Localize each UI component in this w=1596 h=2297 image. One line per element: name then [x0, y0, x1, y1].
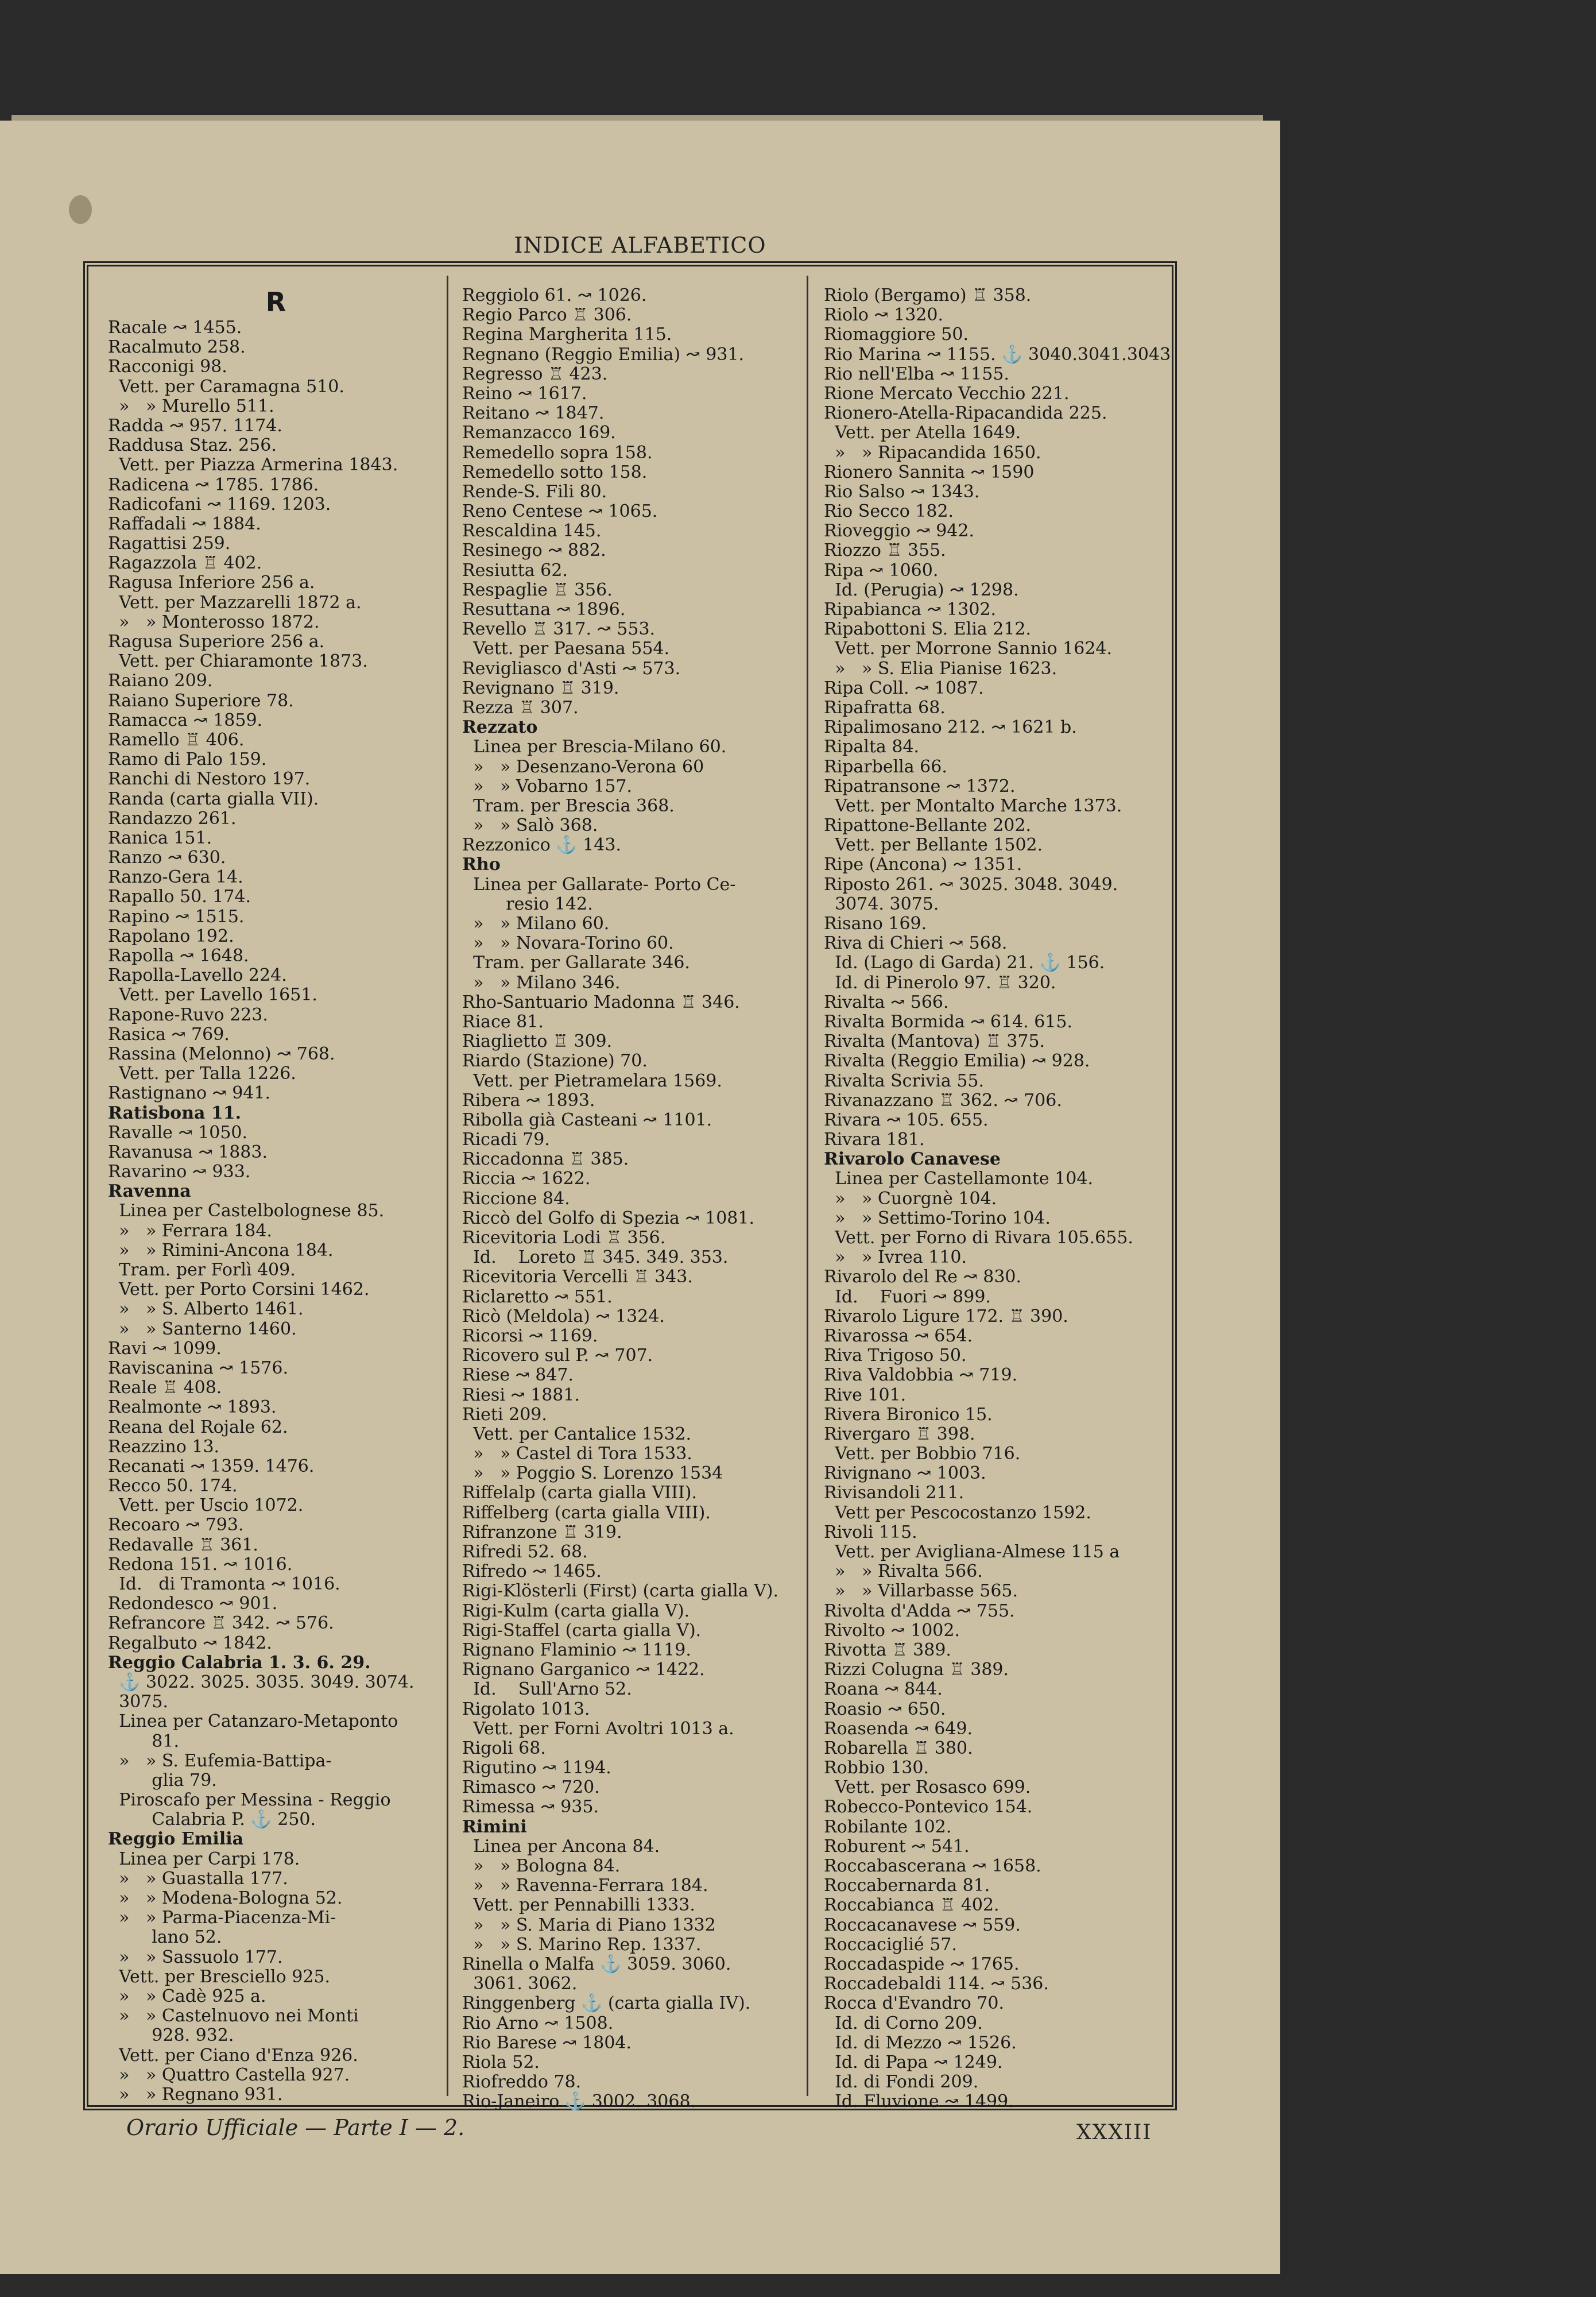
index-entry: » » Cadè 925 a.: [108, 1986, 266, 2006]
index-entry: Rignano Flaminio ↝ 1119.: [462, 1639, 691, 1660]
index-entry: Riaglietto ♖ 309.: [462, 1031, 613, 1052]
index-entry: » » Bologna 84.: [462, 1856, 621, 1876]
index-entry: » » Santerno 1460.: [108, 1318, 297, 1339]
index-entry: » » Guastalla 177.: [108, 1868, 288, 1889]
index-entry: Ripatransone ↝ 1372.: [824, 776, 1016, 796]
index-entry: Remedello sotto 158.: [462, 462, 648, 482]
index-entry: Vett. per Caramagna 510.: [108, 376, 344, 397]
index-entry: Ringgenberg ⚓ (carta gialla IV).: [462, 1993, 751, 2014]
index-entry: Id. Loreto ♖ 345. 349. 353.: [462, 1247, 729, 1268]
index-entry: 928. 932.: [108, 2025, 234, 2046]
index-entry: Vett. per Morrone Sannio 1624.: [824, 639, 1113, 659]
index-entry: Riesi ↝ 1881.: [462, 1385, 580, 1405]
index-entry: Rivanazzano ♖ 362. ↝ 706.: [824, 1090, 1062, 1111]
index-entry: Rivara 181.: [824, 1130, 925, 1150]
index-entry: Ranica 151.: [108, 827, 212, 848]
page-hole-mark: [69, 195, 92, 224]
index-entry: Rigi-Staffel (carta gialla V).: [462, 1620, 702, 1641]
index-entry: Rimini: [462, 1816, 527, 1837]
index-entry: Radicofani ↝ 1169. 1203.: [108, 494, 331, 515]
index-entry: Linea per Brescia-Milano 60.: [462, 737, 727, 757]
index-entry: Rivoli 115.: [824, 1522, 917, 1542]
index-entry: Vett. per Cantalice 1532.: [462, 1424, 692, 1444]
index-entry: Robbio 130.: [824, 1758, 929, 1778]
index-entry: Ricò (Meldola) ↝ 1324.: [462, 1306, 665, 1327]
index-entry: Vett. per Paesana 554.: [462, 639, 670, 659]
index-entry: » » Milano 60.: [462, 914, 610, 934]
index-entry: Vett. per Bresciello 925.: [108, 1966, 331, 1987]
index-entry: Recanati ↝ 1359. 1476.: [108, 1456, 315, 1476]
index-entry: Rivergaro ♖ 398.: [824, 1424, 975, 1444]
index-entry: Ricorsi ↝ 1169.: [462, 1325, 598, 1346]
index-entry: Tram. per Gallarate 346.: [462, 953, 690, 973]
index-entry: » » Modena-Bologna 52.: [108, 1888, 343, 1908]
index-entry: Revignano ♖ 319.: [462, 678, 619, 698]
index-entry: Rivarolo del Re ↝ 830.: [824, 1267, 1022, 1287]
index-entry: » » Ripacandida 1650.: [824, 442, 1041, 463]
index-entry: Roccadebaldi 114. ↝ 536.: [824, 1974, 1049, 1994]
index-entry: » » Novara-Torino 60.: [462, 933, 674, 954]
index-entry: Id. Fuori ↝ 899.: [824, 1286, 991, 1307]
index-entry: Id. di Papa ↝ 1249.: [824, 2052, 1003, 2072]
index-entry: » » Poggio S. Lorenzo 1534: [462, 1463, 723, 1484]
index-entry: Reazzino 13.: [108, 1436, 220, 1457]
index-entry: Rigoli 68.: [462, 1738, 546, 1758]
index-entry: resio 142.: [462, 894, 593, 914]
index-entry: Ranchi di Nestoro 197.: [108, 769, 311, 790]
index-entry: Vett. per Avigliana-Almese 115 a: [824, 1542, 1120, 1562]
index-entry: Regina Margherita 115.: [462, 324, 672, 345]
index-entry: Rimessa ↝ 935.: [462, 1797, 599, 1818]
index-entry: Redondesco ↝ 901.: [108, 1594, 278, 1614]
index-entry: Linea per Carpi 178.: [108, 1849, 300, 1869]
index-entry: Riva Trigoso 50.: [824, 1345, 967, 1366]
index-entry: Rivalta (Mantova) ♖ 375.: [824, 1031, 1045, 1052]
index-entry: Rifranzone ♖ 319.: [462, 1522, 622, 1542]
index-entry: Riola 52.: [462, 2052, 540, 2072]
index-entry: Rionero-Atella-Ripacandida 225.: [824, 403, 1107, 424]
index-entry: Riccò del Golfo di Spezia ↝ 1081.: [462, 1208, 755, 1228]
index-entry: 3074. 3075.: [824, 894, 939, 914]
index-entry: Ranzo ↝ 630.: [108, 848, 226, 868]
index-entry: Roccabascerana ↝ 1658.: [824, 1856, 1041, 1876]
index-entry: Radicena ↝ 1785. 1786.: [108, 474, 319, 495]
index-entry: Ratisbona 11.: [108, 1103, 242, 1123]
index-entry: Riomaggiore 50.: [824, 324, 969, 345]
index-entry: Riace 81.: [462, 1011, 544, 1032]
index-entry: Regresso ♖ 423.: [462, 364, 608, 384]
index-entry: Reno Centese ↝ 1065.: [462, 501, 658, 522]
index-entry: Riva Valdobbia ↝ 719.: [824, 1365, 1018, 1386]
index-entry: Ripe (Ancona) ↝ 1351.: [824, 854, 1022, 875]
index-entry: Realmonte ↝ 1893.: [108, 1397, 277, 1418]
column-separator: [447, 276, 448, 2096]
index-entry: Rivera Bironico 15.: [824, 1404, 993, 1425]
index-entry: Rivarolo Ligure 172. ♖ 390.: [824, 1306, 1068, 1327]
index-entry: » » Ravenna-Ferrara 184.: [462, 1876, 708, 1896]
index-entry: Calabria P. ⚓ 250.: [108, 1809, 316, 1830]
index-entry: » » Desenzano-Verona 60: [462, 756, 704, 777]
index-entry: Riofreddo 78.: [462, 2072, 582, 2093]
index-entry: Id. Sull'Arno 52.: [462, 1679, 632, 1700]
index-entry: Reggio Emilia: [108, 1829, 244, 1850]
index-entry: Resiutta 62.: [462, 560, 568, 581]
index-entry: » » Castel di Tora 1533.: [462, 1444, 692, 1464]
index-entry: Id. di Fondi 209.: [824, 2072, 979, 2093]
index-entry: Roana ↝ 844.: [824, 1679, 943, 1700]
index-entry: Vett. per Pietramelara 1569.: [462, 1070, 722, 1091]
index-entry: Vett. per Piazza Armerina 1843.: [108, 455, 398, 475]
index-entry: » » Ivrea 110.: [824, 1247, 967, 1268]
index-entry: Vett. per Rosasco 699.: [824, 1777, 1031, 1798]
index-entry: Raiano Superiore 78.: [108, 690, 294, 711]
index-entry: Ricevitoria Lodi ♖ 356.: [462, 1228, 666, 1248]
index-entry: ⚓ 3022. 3025. 3035. 3049. 3074.: [108, 1672, 415, 1692]
index-entry: Reitano ↝ 1847.: [462, 403, 605, 424]
index-entry: Rionero Sannita ↝ 1590: [824, 462, 1035, 482]
index-entry: Rione Mercato Vecchio 221.: [824, 383, 1070, 404]
index-entry: Randa (carta gialla VII).: [108, 788, 319, 809]
index-entry: Tram. per Brescia 368.: [462, 795, 675, 816]
index-entry: Refrancore ♖ 342. ↝ 576.: [108, 1613, 334, 1634]
index-entry: Rio Marina ↝ 1155. ⚓ 3040.3041.3043: [824, 344, 1171, 365]
index-entry: Randazzo 261.: [108, 808, 237, 829]
index-entry: Id. di Pinerolo 97. ♖ 320.: [824, 972, 1056, 993]
index-entry: Ragusa Inferiore 256 a.: [108, 573, 315, 593]
column-separator: [807, 276, 808, 2096]
index-entry: Ripa Coll. ↝ 1087.: [824, 678, 984, 698]
index-entry: Ragusa Superiore 256 a.: [108, 632, 325, 652]
index-entry: » » Cuorgnè 104.: [824, 1188, 997, 1209]
index-entry: Rifredi 52. 68.: [462, 1542, 588, 1562]
index-entry: Rio nell'Elba ↝ 1155.: [824, 364, 1009, 384]
index-entry: » » Vobarno 157.: [462, 776, 633, 796]
index-entry: Roccabianca ♖ 402.: [824, 1895, 1000, 1916]
index-entry: Ripalta 84.: [824, 737, 920, 757]
index-entry: Reggio Calabria 1. 3. 6. 29.: [108, 1652, 371, 1673]
index-entry: Riozzo ♖ 355.: [824, 540, 946, 561]
index-entry: Riffelalp (carta gialla VIII).: [462, 1483, 698, 1503]
index-entry: Rho: [462, 854, 501, 875]
index-entry: Regnano (Reggio Emilia) ↝ 931.: [462, 344, 745, 365]
index-entry: » » Parma-Piacenza-Mi-: [108, 1908, 336, 1928]
index-entry: Raddusa Staz. 256.: [108, 435, 277, 456]
index-entry: » » S. Eufemia-Battipa-: [108, 1750, 332, 1771]
index-entry: Rivotta ♖ 389.: [824, 1639, 951, 1660]
index-entry: Riardo (Stazione) 70.: [462, 1051, 648, 1072]
index-entry: Radda ↝ 957. 1174.: [108, 415, 282, 436]
index-column-3: [824, 285, 1171, 2112]
index-entry: Ravenna: [108, 1181, 191, 1202]
index-entry: Riclaretto ↝ 551.: [462, 1286, 613, 1307]
index-entry: Rivignano ↝ 1003.: [824, 1463, 986, 1484]
section-letter: R: [265, 287, 286, 318]
index-entry: » » Salò 368.: [462, 815, 598, 836]
index-entry: 3061. 3062.: [462, 1974, 578, 1994]
index-entry: Vett. per Porto Corsini 1462.: [108, 1279, 370, 1300]
index-entry: Ripa ↝ 1060.: [824, 560, 939, 581]
index-entry: Riccia ↝ 1622.: [462, 1169, 591, 1189]
index-entry: Ravarino ↝ 933.: [108, 1162, 251, 1182]
index-entry: Rapone-Ruvo 223.: [108, 1004, 268, 1025]
index-entry: Rastignano ↝ 941.: [108, 1083, 271, 1104]
index-entry: Rio Salso ↝ 1343.: [824, 481, 980, 502]
index-entry: Racconigi 98.: [108, 357, 227, 377]
index-entry: Rivalta Scrivia 55.: [824, 1070, 985, 1091]
index-entry: Rapallo 50. 174.: [108, 887, 251, 907]
index-entry: Resuttana ↝ 1896.: [462, 600, 626, 620]
index-entry: » » Quattro Castella 927.: [108, 2064, 350, 2085]
index-entry: Rescaldina 145.: [462, 521, 602, 542]
index-entry: Riparbella 66.: [824, 756, 947, 777]
index-entry: Linea per Ancona 84.: [462, 1836, 660, 1857]
index-entry: Rigolato 1013.: [462, 1699, 590, 1719]
index-entry: Roasio ↝ 650.: [824, 1699, 946, 1719]
index-entry: Ricevitoria Vercelli ♖ 343.: [462, 1267, 693, 1287]
index-entry: Roccacanavese ↝ 559.: [824, 1915, 1021, 1935]
index-column-1: [108, 286, 444, 2105]
index-entry: Roburent ↝ 541.: [824, 1836, 970, 1857]
index-entry: » » S. Elia Pianise 1623.: [824, 658, 1057, 679]
index-entry: » » Villarbasse 565.: [824, 1581, 1018, 1602]
index-entry: Vett. per Ciano d'Enza 926.: [108, 2045, 358, 2066]
index-entry: Vett. per Montalto Marche 1373.: [824, 795, 1122, 816]
index-entry: » » Rivalta 566.: [824, 1561, 983, 1582]
index-entry: » » Monterosso 1872.: [108, 612, 320, 632]
index-entry: Remedello sopra 158.: [462, 442, 653, 463]
index-entry: Rigutino ↝ 1194.: [462, 1758, 611, 1778]
index-entry: Ripafratta 68.: [824, 697, 946, 718]
index-entry: Rapolla ↝ 1648.: [108, 946, 249, 966]
index-entry: Roccaciglié 57.: [824, 1934, 957, 1955]
index-entry: Rigi-Klösterli (First) (carta gialla V).: [462, 1581, 779, 1602]
index-entry: Vett per Pescocostanzo 1592.: [824, 1502, 1091, 1523]
index-entry: Vett. per Uscio 1072.: [108, 1495, 304, 1516]
index-entry: Ragattisi 259.: [108, 533, 231, 554]
index-entry: Riolo ↝ 1320.: [824, 305, 943, 326]
index-entry: Ragazzola ♖ 402.: [108, 553, 262, 574]
footer-page-number: XXXIII: [1076, 2121, 1152, 2144]
index-entry: Remanzacco 169.: [462, 423, 616, 443]
index-entry: Vett. per Forno di Rivara 105.655.: [824, 1228, 1133, 1248]
index-entry: Rivarossa ↝ 654.: [824, 1325, 973, 1346]
index-entry: lano 52.: [108, 1927, 222, 1948]
index-entry: 81.: [108, 1731, 179, 1751]
index-entry: Reggiolo 61. ↝ 1026.: [462, 285, 647, 306]
index-entry: Rassina (Melonno) ↝ 768.: [108, 1043, 335, 1064]
index-entry: Rivalta Bormida ↝ 614. 615.: [824, 1011, 1073, 1032]
index-entry: Ricadi 79.: [462, 1130, 550, 1150]
index-entry: Robilante 102.: [824, 1816, 952, 1837]
index-entry: Revigliasco d'Asti ↝ 573.: [462, 658, 681, 679]
index-entry: Rio-Janeiro ⚓ 3002. 3068.: [462, 2091, 696, 2112]
index-entry: Vett. per Bellante 1502.: [824, 835, 1043, 856]
index-entry: Ripalimosano 212. ↝ 1621 b.: [824, 717, 1077, 738]
index-entry: Riccadonna ♖ 385.: [462, 1149, 629, 1170]
index-entry: Redavalle ♖ 361.: [108, 1534, 258, 1555]
index-entry: Robecco-Pontevico 154.: [824, 1797, 1033, 1818]
index-entry: Roccadaspide ↝ 1765.: [824, 1954, 1020, 1974]
index-entry: Regalbuto ↝ 1842.: [108, 1633, 272, 1653]
index-entry: Resinego ↝ 882.: [462, 540, 606, 561]
index-entry: Ripabottoni S. Elia 212.: [824, 619, 1032, 640]
index-entry: Vett. per Forni Avoltri 1013 a.: [462, 1718, 734, 1739]
index-entry: Id. di Tramonta ↝ 1016.: [108, 1574, 340, 1594]
index-entry: Riccione 84.: [462, 1188, 570, 1209]
index-entry: Ribolla già Casteani ↝ 1101.: [462, 1109, 712, 1130]
index-entry: Ramello ♖ 406.: [108, 729, 245, 750]
index-entry: » » Murello 511.: [108, 396, 274, 416]
index-entry: Respaglie ♖ 356.: [462, 579, 613, 600]
index-entry: Rocca d'Evandro 70.: [824, 1993, 1005, 2014]
index-entry: Rapolla-Lavello 224.: [108, 965, 287, 986]
index-entry: » » Milano 346.: [462, 972, 621, 993]
index-entry: Rasica ↝ 769.: [108, 1024, 230, 1045]
index-entry: Id. di Corno 209.: [824, 2013, 983, 2033]
index-entry: Rio Secco 182.: [824, 501, 954, 522]
index-entry: Riolo (Bergamo) ♖ 358.: [824, 285, 1032, 306]
index-entry: Rive 101.: [824, 1385, 907, 1405]
index-entry: Id. (Lago di Garda) 21. ⚓ 156.: [824, 953, 1105, 973]
index-entry: Recco 50. 174.: [108, 1476, 238, 1496]
index-entry: Reino ↝ 1617.: [462, 383, 587, 404]
index-entry: Ravanusa ↝ 1883.: [108, 1142, 268, 1162]
index-entry: » » Ferrara 184.: [108, 1220, 272, 1241]
index-entry: Roccabernarda 81.: [824, 1876, 990, 1896]
index-entry: Vett. per Mazzarelli 1872 a.: [108, 592, 362, 613]
index-entry: Ravi ↝ 1099.: [108, 1338, 222, 1359]
index-entry: Rio Arno ↝ 1508.: [462, 2013, 614, 2033]
index-entry: Rivarolo Canavese: [824, 1149, 1001, 1170]
index-entry: Rivara ↝ 105. 655.: [824, 1109, 989, 1130]
index-entry: Id. Fluvione ↝ 1499.: [824, 2091, 1014, 2112]
index-entry: Ravalle ↝ 1050.: [108, 1122, 248, 1143]
index-entry: Vett. per Atella 1649.: [824, 423, 1021, 443]
index-entry: Rifredo ↝ 1465.: [462, 1561, 602, 1582]
index-entry: Redona 151. ↝ 1016.: [108, 1554, 293, 1575]
index-entry: Rezzato: [462, 717, 538, 738]
index-entry: Rimasco ↝ 720.: [462, 1777, 600, 1798]
index-entry: Vett. per Pennabilli 1333.: [462, 1895, 695, 1916]
index-entry: Ramo di Palo 159.: [108, 749, 267, 770]
index-entry: Tram. per Forlì 409.: [108, 1260, 296, 1280]
index-entry: » » Castelnuovo nei Monti: [108, 2006, 359, 2027]
index-entry: Raffadali ↝ 1884.: [108, 513, 261, 534]
index-entry: Vett. per Talla 1226.: [108, 1064, 296, 1084]
index-entry: Ranzo-Gera 14.: [108, 867, 243, 888]
index-entry: glia 79.: [108, 1770, 217, 1791]
index-entry: Rapino ↝ 1515.: [108, 906, 245, 927]
index-entry: Rapolano 192.: [108, 926, 234, 946]
index-entry: Rio Barese ↝ 1804.: [462, 2032, 632, 2053]
index-entry: Roasenda ↝ 649.: [824, 1718, 973, 1739]
index-entry: Rioveggio ↝ 942.: [824, 521, 975, 542]
index-entry: Linea per Gallarate- Porto Ce-: [462, 874, 736, 895]
index-entry: » » Settimo-Torino 104.: [824, 1208, 1051, 1228]
footer-publication: Orario Ufficiale — Parte I — 2.: [126, 2115, 465, 2140]
index-entry: Raiano 209.: [108, 671, 213, 691]
index-entry: » » S. Maria di Piano 1332: [462, 1915, 716, 1935]
index-entry: Ripattone-Bellante 202.: [824, 815, 1031, 836]
index-entry: Rivolto ↝ 1002.: [824, 1620, 960, 1641]
index-entry: Rho-Santuario Madonna ♖ 346.: [462, 992, 740, 1012]
index-entry: Regio Parco ♖ 306.: [462, 305, 632, 326]
index-entry: Piroscafo per Messina - Reggio: [108, 1790, 391, 1811]
index-entry: Rezzonico ⚓ 143.: [462, 835, 622, 856]
page-header: INDICE ALFABETICO: [514, 233, 766, 258]
index-entry: Recoaro ↝ 793.: [108, 1515, 244, 1536]
index-entry: Raviscanina ↝ 1576.: [108, 1358, 289, 1378]
index-column-2: [462, 286, 798, 2112]
index-entry: Vett. per Lavello 1651.: [108, 985, 317, 1006]
index-entry: Rieti 209.: [462, 1404, 547, 1425]
index-entry: Rizzi Colugna ♖ 389.: [824, 1660, 1009, 1680]
index-entry: Ribera ↝ 1893.: [462, 1090, 595, 1111]
index-entry: » » S. Alberto 1461.: [108, 1299, 304, 1320]
index-entry: Reana del Rojale 62.: [108, 1417, 288, 1437]
index-entry: Rigi-Kulm (carta gialla V).: [462, 1600, 690, 1621]
index-entry: Riffelberg (carta gialla VIII).: [462, 1502, 711, 1523]
index-entry: » » Regnano 931.: [108, 2084, 283, 2105]
index-entry: Vett. per Bobbio 716.: [824, 1444, 1021, 1464]
index-entry: Racalmuto 258.: [108, 337, 246, 358]
index-entry: Racale ↝ 1455.: [108, 318, 242, 338]
index-entry: Ripabianca ↝ 1302.: [824, 600, 997, 620]
index-entry: Rivalta ↝ 566.: [824, 992, 949, 1012]
index-entry: 3075.: [108, 1692, 168, 1712]
index-entry: Id. di Mezzo ↝ 1526.: [824, 2032, 1017, 2053]
index-entry: Riese ↝ 847.: [462, 1365, 574, 1386]
index-entry: Id. (Perugia) ↝ 1298.: [824, 579, 1019, 600]
index-entry: Revello ♖ 317. ↝ 553.: [462, 619, 656, 640]
index-entry: Reale ♖ 408.: [108, 1378, 222, 1398]
index-entry: » » S. Marino Rep. 1337.: [462, 1934, 702, 1955]
index-entry: Riva di Chieri ↝ 568.: [824, 933, 1008, 954]
index-entry: Rivisandoli 211.: [824, 1483, 964, 1503]
index-entry: » » Sassuolo 177.: [108, 1947, 283, 1967]
index-entry: Rignano Garganico ↝ 1422.: [462, 1660, 705, 1680]
index-entry: Rinella o Malfa ⚓ 3059. 3060.: [462, 1954, 731, 1974]
index-entry: Ramacca ↝ 1859.: [108, 710, 263, 730]
index-entry: Riposto 261. ↝ 3025. 3048. 3049.: [824, 874, 1118, 895]
index-entry: Linea per Castelbolognese 85.: [108, 1201, 385, 1221]
index-entry: Rivalta (Reggio Emilia) ↝ 928.: [824, 1051, 1090, 1072]
index-entry: Vett. per Chiaramonte 1873.: [108, 651, 368, 672]
index-entry: » » Rimini-Ancona 184.: [108, 1240, 334, 1260]
index-entry: Ricovero sul P. ↝ 707.: [462, 1345, 653, 1366]
index-entry: Robarella ♖ 380.: [824, 1738, 973, 1758]
index-entry: Rezza ♖ 307.: [462, 697, 579, 718]
index-entry: Rende-S. Fili 80.: [462, 481, 607, 502]
index-entry: Risano 169.: [824, 914, 927, 934]
index-entry: Rivolta d'Adda ↝ 755.: [824, 1600, 1015, 1621]
index-entry: Linea per Catanzaro-Metaponto: [108, 1711, 398, 1732]
index-entry: Linea per Castellamonte 104.: [824, 1169, 1094, 1189]
